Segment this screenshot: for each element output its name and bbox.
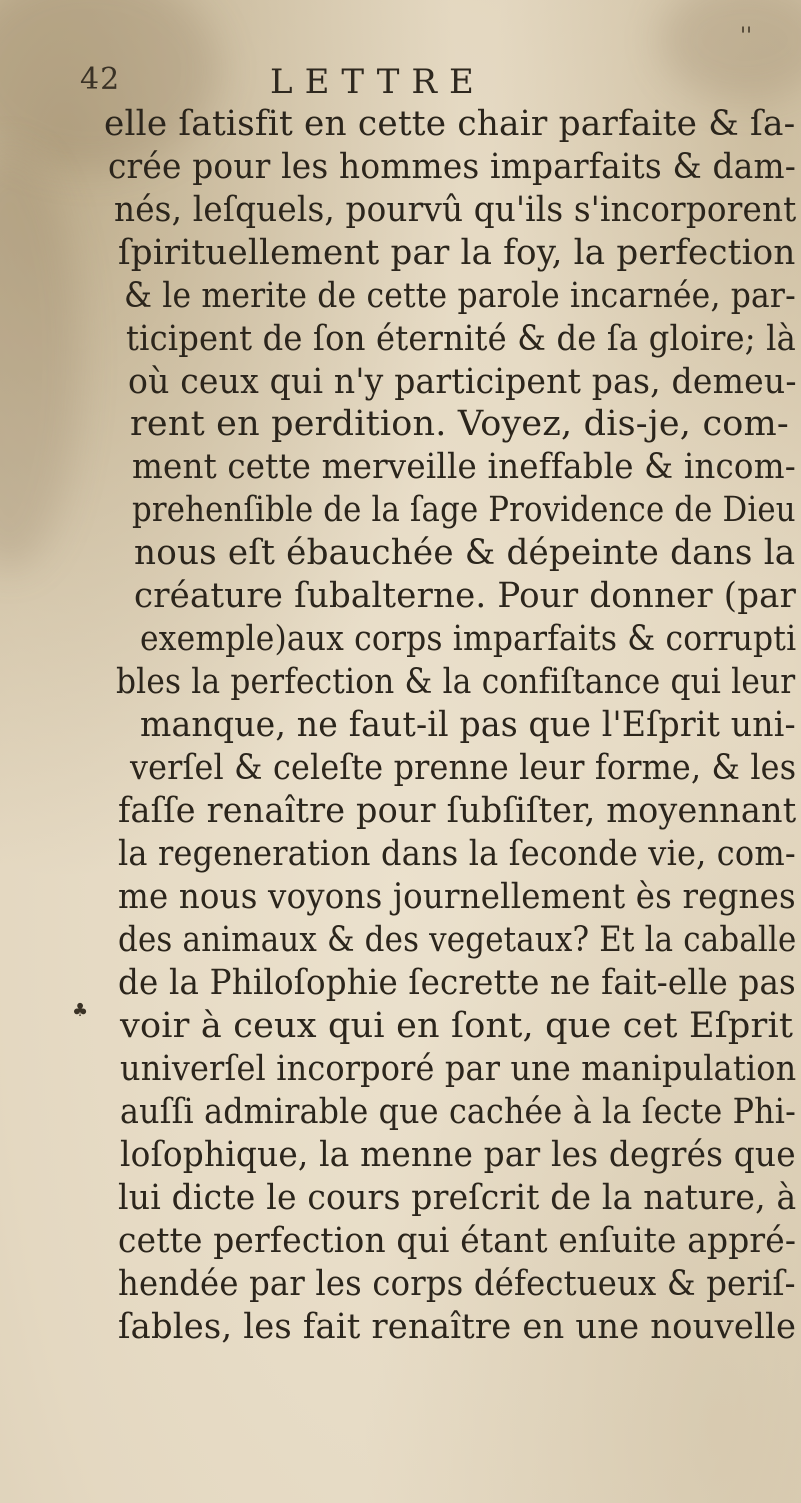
text-line: univerſel incorporé par une manipulation [120,1049,797,1089]
text-line: ticipent de ſon éternité & de ſa gloire; là [126,319,797,359]
text-line: ſables, les fait renaître en une nouvelle [118,1307,797,1347]
page-header [80,62,720,108]
text-line: voir à ceux qui en ſont, que cet Eſprit [120,1006,794,1046]
text-line: nés, leſquels, pourvû qu'ils s'incorporent [114,190,797,230]
page-number: 42 [80,62,121,97]
text-line: nous eſt ébauchée & dépeinte dans la [134,533,796,573]
corner-mark: '' [740,24,753,49]
text-line: ſpirituellement par la foy, la perfection [118,233,796,273]
text-line: exemple)aux corps imparfaits & corrupti [140,619,797,659]
text-line: bles la perfection & la confiſtance qui leur [116,662,796,702]
text-line: verſel & celeſte prenne leur forme, & les [130,748,797,788]
text-line: auſſi admirable que cachée à la ſecte Phi- [120,1092,797,1132]
text-line: elle ſatisfit en cette chair parfaite & ſa- [104,104,796,144]
text-line: des animaux & des vegetaux? Et la caballe [118,920,797,960]
text-line: rent en perdition. Voyez, dis-je, com- [130,404,789,444]
text-line: ment cette merveille ineffable & incom- [132,447,796,487]
text-line: hendée par les corps défectueux & periſ- [118,1264,796,1304]
text-line: me nous voyons journellement ès regnes [118,877,796,917]
text-line: loſophique, la menne par les degrés que [120,1135,796,1175]
text-line: cette perfection qui étant enſuite appré- [118,1221,797,1261]
text-line: où ceux qui n'y participent pas, demeu- [128,362,797,402]
running-head: LETTRE [270,62,486,102]
text-line: prehenſible de la ſage Providence de Dieu [132,490,796,530]
text-line: faſſe renaître pour ſubſiſter, moyennant [118,791,797,831]
text-line: lui dicte le cours preſcrit de la nature, à [118,1178,797,1218]
paper-stain-left-edge [0,150,80,570]
text-line: de la Philoſophie ſecrette ne fait-elle pas [118,963,796,1003]
text-line: & le merite de cette parole incarnée, par- [124,276,796,316]
text-line: manque, ne faut-il pas que l'Eſprit uni- [140,705,796,745]
text-line: créature ſubalterne. Pour donner (par [134,576,797,616]
text-line: crée pour les hommes imparfaits & dam- [108,147,797,187]
margin-ornament-icon: ♣ [72,1000,89,1021]
text-line: la regeneration dans la ſeconde vie, com- [118,834,796,874]
